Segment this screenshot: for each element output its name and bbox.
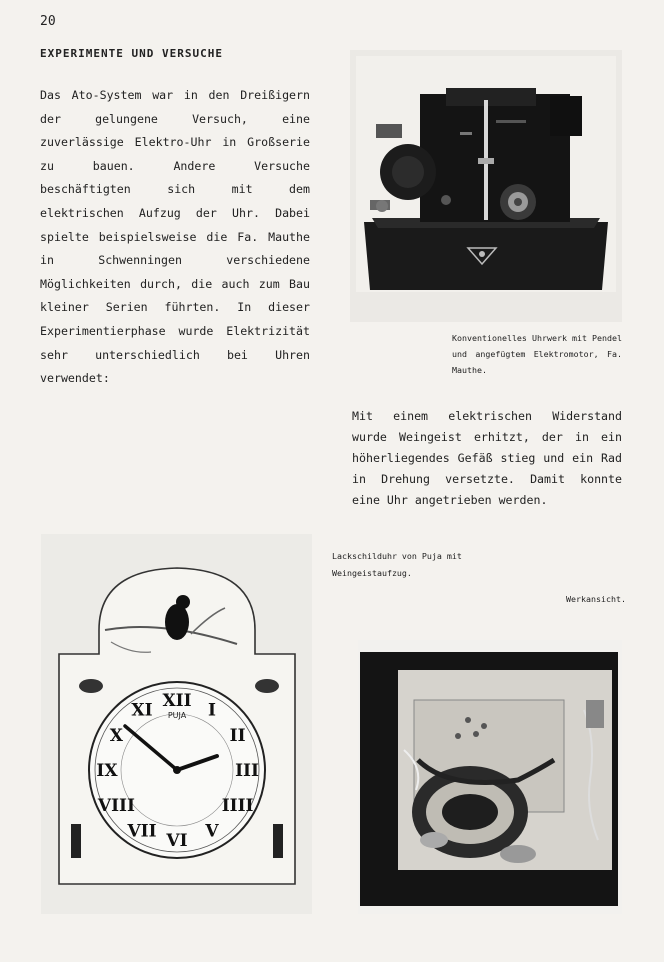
dial-numeral: VII: [127, 821, 157, 842]
dial-numeral: II: [229, 726, 246, 746]
caption-lackschilduhr: Lackschilduhr von Puja mit Weingeistaufzug.: [332, 551, 462, 578]
dial-numeral: X: [109, 726, 124, 746]
dial-numeral: XI: [131, 700, 153, 721]
dial-brand: PUJA: [167, 711, 187, 720]
section-heading: EXPERIMENTE UND VERSUCHE: [40, 47, 223, 60]
dial-numeral: VIII: [97, 796, 135, 816]
dial-numeral: IX: [96, 761, 118, 781]
weingeist-paragraph: Mit einem elektrischen Widerstand wurde Weingeist erhitzt, der in ein höherliegendes Gefäß stieg und ein Rad in Drehung versetzte. Damit konnte eine Uhr angetrieben werden.: [352, 409, 622, 507]
dial-numeral: I: [208, 700, 216, 721]
photo-werkansicht: [358, 640, 622, 914]
page-number: 20: [40, 14, 56, 29]
dial-numeral: V: [205, 821, 219, 842]
photo-lackschilduhr: [41, 534, 312, 914]
dial-numeral: IIII: [221, 796, 254, 816]
caption-werkansicht: Werkansicht.: [566, 594, 626, 604]
photo-movement-with-motor: [350, 50, 622, 322]
dial-numeral: III: [235, 761, 259, 781]
dial-numeral: VI: [166, 831, 188, 851]
dial-numeral: XII: [162, 691, 192, 711]
intro-paragraph: Das Ato-System war in den Dreißigern der gelungene Versuch, eine zuverlässige Elektro-Uhr in Großserie zu bauen. Andere Versuche beschäftigten sich mit dem elektrischen Aufzug der Uhr. Dabei spielte beispielsweise die Fa. Mauthe in Schwenningen verschiedene Möglichkeiten durch, die auch zum Bau kleiner Serien führten. In dieser Experimentierphase wurde Elektrizität sehr unterschiedlich bei Uhren verwendet:: [40, 88, 310, 386]
caption-movement: Konventionelles Uhrwerk mit Pendel und angefügtem Elektromotor, Fa. Mauthe.: [452, 333, 622, 375]
